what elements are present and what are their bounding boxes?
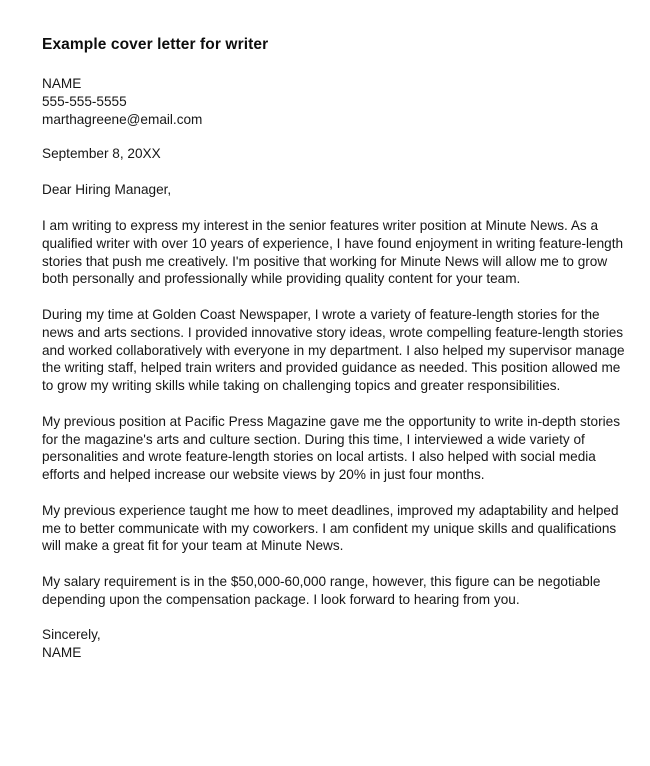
- body-paragraph: My previous experience taught me how to meet deadlines, improved my adaptability and helped me to better communicate with my coworkers. I am confident my unique skills and qualifications will make a great fit for your team at Minute News.: [42, 502, 619, 554]
- closing-block: [42, 626, 630, 662]
- contact-block: [42, 75, 630, 128]
- salutation-block: [42, 181, 630, 199]
- body-paragraph: My salary requirement is in the $50,000-60,000 range, however, this figure can be negotiable depending upon the compensation package. I look forward to hearing from you.: [42, 573, 601, 607]
- letter-date: September 8, 20XX: [42, 146, 161, 162]
- date-block: [42, 145, 630, 163]
- valediction: Sincerely,: [42, 627, 101, 643]
- signature-name: NAME: [42, 645, 82, 661]
- document-title: Example cover letter for writer: [42, 36, 269, 53]
- body-paragraph: My previous position at Pacific Press Magazine gave me the opportunity to write in-depth stories for the magazine's arts and culture section. During this time, I interviewed a wide variety of personalities and wrote feature-length stories on local artists. I also helped with social media efforts and helped increase our website views by 20% in just four months.: [42, 413, 621, 483]
- contact-name: NAME: [42, 76, 82, 91]
- contact-phone: 555-555-5555: [42, 93, 127, 109]
- contact-email: marthagreene@email.com: [42, 111, 203, 127]
- salutation: Dear Hiring Manager,: [42, 182, 172, 198]
- body-paragraph: During my time at Golden Coast Newspaper, I wrote a variety of feature-length stories for the news and arts sections. I provided innovative story ideas, wrote compelling feature-length stories and worked collaboratively with everyone in my department. I also helped my supervisor manage the writing staff, helped train writers and provided guidance as needed. This position allowed me to grow my writing skills while taking on challenging topics and greater responsibilities.: [42, 306, 625, 394]
- body-paragraph: I am writing to express my interest in the senior features writer position at Minute News. As a qualified writer with over 10 years of experience, I have found enjoyment in writing feature-length stories that push me creatively. I'm positive that working for Minute News will allow me to grow both personally and professionally while providing quality content for your team.: [42, 217, 624, 287]
